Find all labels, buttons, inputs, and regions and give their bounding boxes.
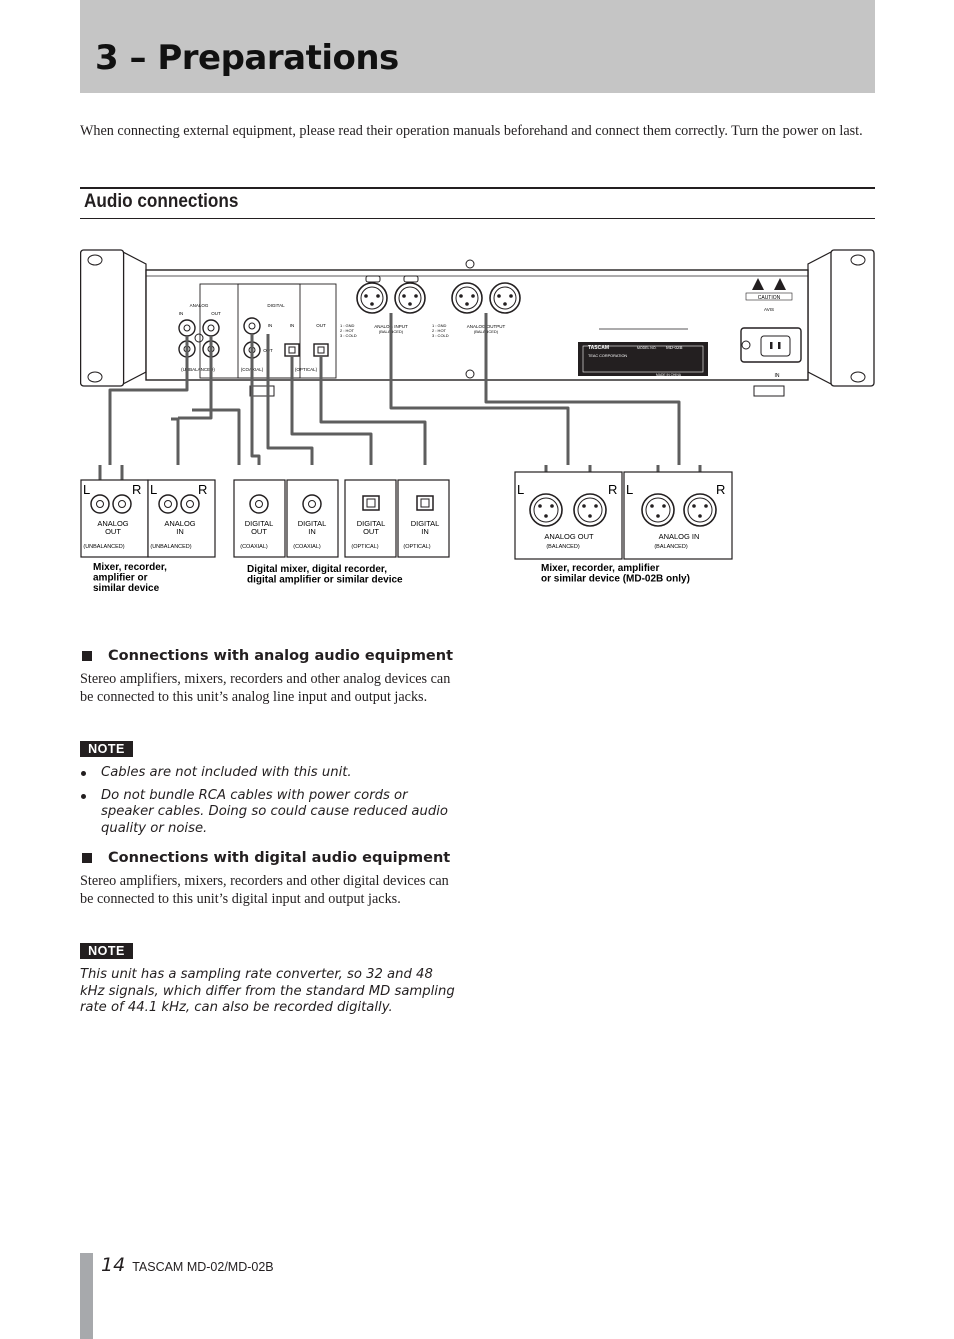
device-name-6: DIGITAL IN xyxy=(410,519,440,536)
section-title: Audio connections xyxy=(84,190,239,212)
intro-paragraph: When connecting external equipment, please read their operation manuals beforehand and connect them correctly. Turn the power on last. xyxy=(80,123,863,139)
device-name-3: DIGITAL OUT xyxy=(244,519,274,536)
bullet-dot-icon xyxy=(81,794,86,799)
channel-l-label: L xyxy=(150,482,158,497)
device-sub-1: (UNBALANCED) xyxy=(83,544,125,550)
section-rule-bottom xyxy=(80,218,875,219)
digital-heading xyxy=(80,850,450,866)
caution-label: CAUTION xyxy=(757,295,781,301)
device-sub-2: (UNBALANCED) xyxy=(150,544,192,550)
note-text: Do not bundle RCA cables with power cords or speaker cables. Doing so could cause reduced audio quality or noise. xyxy=(101,787,448,836)
panel-label-optical-out: OUT xyxy=(316,323,326,328)
analog-heading-text: Connections with analog audio equipment xyxy=(108,648,454,664)
avis-label: AVIS xyxy=(764,307,774,312)
bullet-square-icon xyxy=(82,853,92,863)
analog-heading xyxy=(80,648,453,664)
channel-r-label: R xyxy=(198,482,208,497)
note-badge: NOTE xyxy=(80,741,133,757)
plate-origin: MADE IN CHINA xyxy=(656,373,681,377)
panel-label-analog-input: ANALOG INPUT xyxy=(374,324,408,329)
device-sub-5: (OPTICAL) xyxy=(351,544,379,550)
optical-jack xyxy=(285,344,299,356)
panel-label-digital-in: IN xyxy=(267,323,273,328)
panel-label-optical: (OPTICAL) xyxy=(294,367,318,372)
device-name-2: ANALOG IN xyxy=(164,519,196,536)
panel-label-balanced-in: (BALANCED) xyxy=(378,329,404,334)
device-sub-8: (BALANCED) xyxy=(654,544,688,550)
analog-note-list xyxy=(80,765,455,843)
digital-note: This unit has a sampling rate converter, so 32 and 48 kHz signals, which differ from the standard MD sampling rate of 44.1 kHz, can also be recorded digitally. xyxy=(80,967,455,1015)
bullet-dot-icon xyxy=(81,771,86,776)
external-devices xyxy=(81,472,732,594)
panel-label-coaxial: (COAXIAL) xyxy=(240,367,264,372)
digital-heading-text: Connections with digital audio equipment xyxy=(108,850,451,866)
optical-jack xyxy=(314,344,328,356)
channel-r-label: R xyxy=(716,482,726,497)
rack-ear-right xyxy=(831,250,874,386)
channel-r-label: R xyxy=(608,482,618,497)
device-coaxial-jack xyxy=(303,495,321,513)
plate-model: MD-02B xyxy=(666,345,683,350)
panel-label-analog-output: ANALOG OUTPUT xyxy=(466,324,506,329)
device-sub-7: (BALANCED) xyxy=(546,544,580,550)
device-sub-3: (COAXIAL) xyxy=(240,544,268,550)
panel-label-analog-out: OUT xyxy=(211,311,221,316)
analog-body: Stereo amplifiers, mixers, recorders and other analog devices can be connected to this unit’s analog line input and output jacks. xyxy=(80,671,451,705)
screw xyxy=(466,260,474,268)
rca-jack xyxy=(203,320,219,336)
panel-label-analog: ANALOG xyxy=(189,303,209,308)
list-item xyxy=(80,765,455,782)
note-badge: NOTE xyxy=(80,943,133,959)
cable xyxy=(171,419,178,465)
device-sub-4: (COAXIAL) xyxy=(293,544,321,550)
device-rca-jack xyxy=(159,495,177,513)
note-text: Cables are not included with this unit. xyxy=(101,765,352,780)
channel-l-label: L xyxy=(83,482,91,497)
channel-l-label: L xyxy=(517,482,525,497)
plate-model-label: MODEL NO. xyxy=(637,346,657,350)
ac-in-label: IN xyxy=(774,373,780,379)
panel-label-digital-out: OUT xyxy=(263,348,273,353)
page-number: 14 xyxy=(101,1254,126,1276)
device-name-1: ANALOG OUT xyxy=(97,519,129,536)
device-caption-1: Mixer, recorder, amplifier or similar device xyxy=(93,562,167,594)
device-name-7: ANALOG OUT xyxy=(544,532,594,541)
plate-maker: TEAC CORPORATION xyxy=(588,354,628,358)
digital-body: Stereo amplifiers, mixers, recorders and other digital devices can be connected to this unit’s digital input and output jacks. xyxy=(80,873,449,907)
panel-label-digital: DIGITAL xyxy=(267,303,285,308)
section-rule-top xyxy=(80,187,875,189)
device-rca-jack xyxy=(181,495,199,513)
chapter-title: 3 – Preparations xyxy=(95,38,399,78)
connection-diagram xyxy=(80,248,876,600)
page-footer xyxy=(101,1254,274,1276)
device-xlr-jack xyxy=(642,494,674,526)
panel-label-optical-in: IN xyxy=(289,323,295,328)
panel-label-unbalanced: (UNBALANCED) xyxy=(181,367,215,372)
bullet-square-icon xyxy=(82,651,92,661)
device-xlr-jack xyxy=(574,494,606,526)
channel-l-label: L xyxy=(626,482,634,497)
device-optical-jack xyxy=(417,496,433,510)
pin-note-2: 1 : GND 2 : HOT 3 : COLD xyxy=(432,323,449,338)
panel-label-analog-in: IN xyxy=(178,311,184,316)
device-rca-jack xyxy=(113,495,131,513)
rca-jack xyxy=(179,320,195,336)
coaxial-jack xyxy=(244,318,260,334)
footer-bar xyxy=(80,1253,93,1339)
plate-brand: TASCAM xyxy=(588,345,610,351)
device-rca-jack xyxy=(91,495,109,513)
device-name-4: DIGITAL IN xyxy=(297,519,327,536)
channel-r-label: R xyxy=(132,482,142,497)
rack-ear-left xyxy=(81,250,124,386)
pin-note-1: 1 : GND 2 : HOT 3 : COLD xyxy=(340,323,357,338)
device-name-8: ANALOG IN xyxy=(658,532,700,541)
device-coaxial-jack xyxy=(250,495,268,513)
product-name: TASCAM MD-02/MD-02B xyxy=(132,1260,274,1274)
device-caption-3: Mixer, recorder, amplifier or similar device (MD-02B only) xyxy=(541,563,690,585)
device-name-5: DIGITAL OUT xyxy=(356,519,386,536)
panel-label-balanced-out: (BALANCED) xyxy=(473,329,499,334)
device-optical-jack xyxy=(363,496,379,510)
rear-panel xyxy=(81,250,874,396)
device-caption-2: Digital mixer, digital recorder, digital amplifier or similar device xyxy=(247,564,403,586)
device-sub-6: (OPTICAL) xyxy=(403,544,431,550)
list-item xyxy=(80,788,455,838)
device-xlr-jack xyxy=(684,494,716,526)
device-xlr-jack xyxy=(530,494,562,526)
